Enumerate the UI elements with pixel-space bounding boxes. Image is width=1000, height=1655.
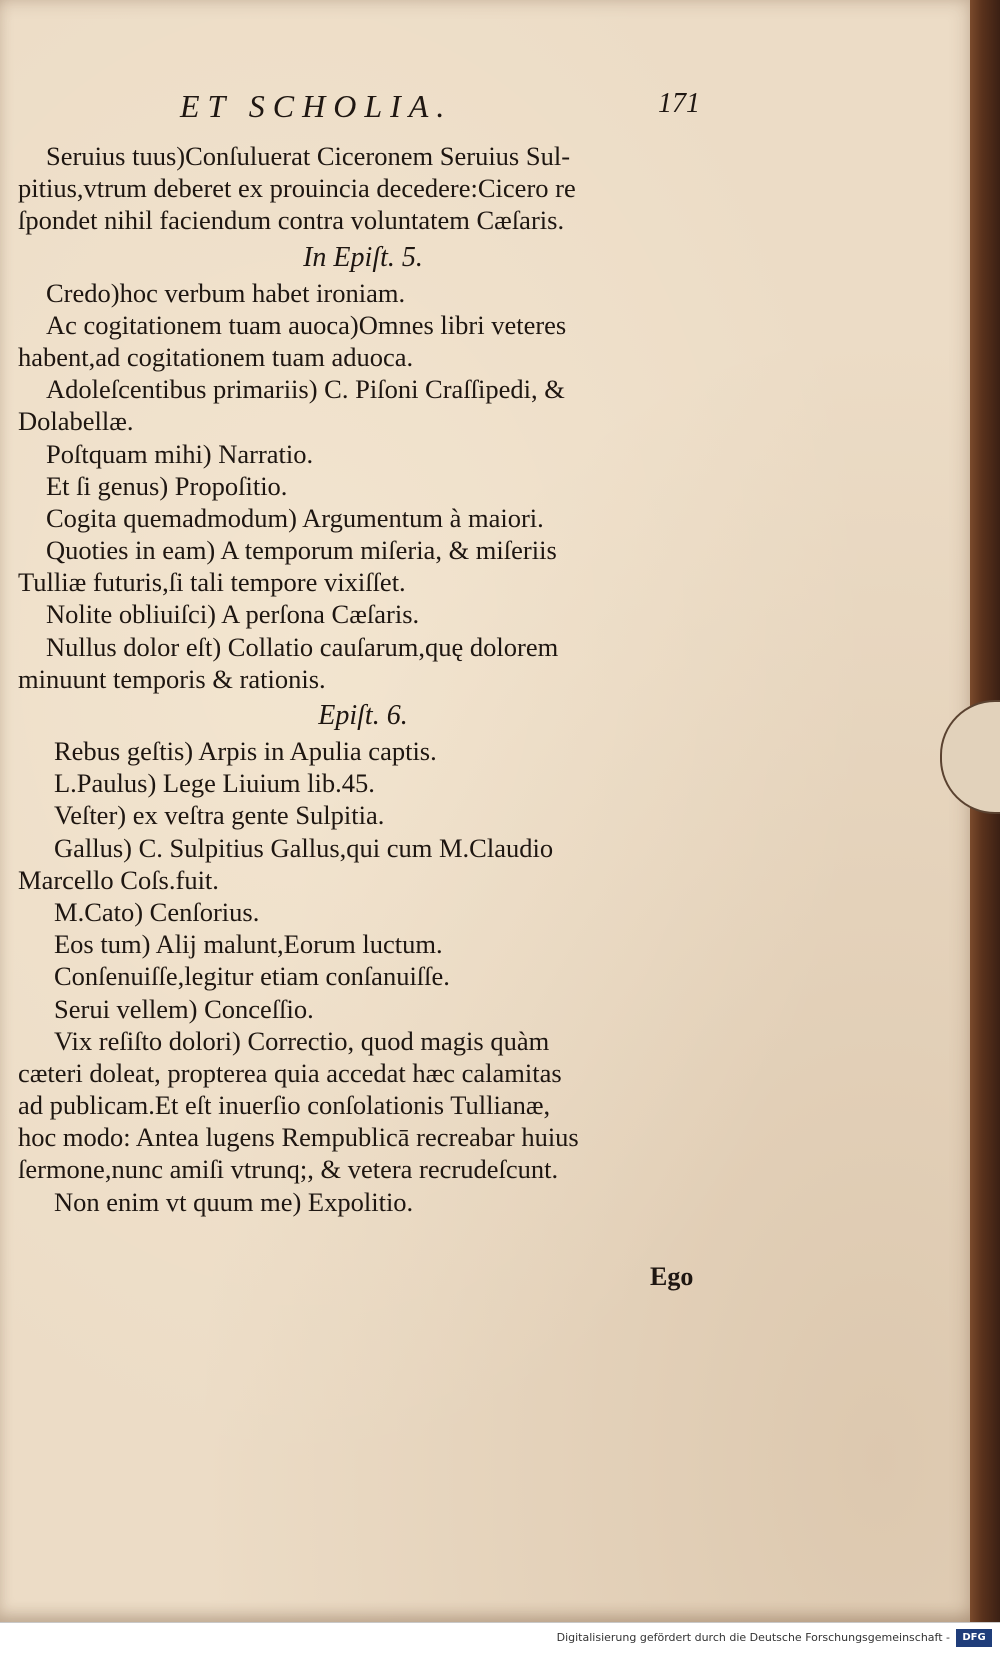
- text-line: Conſenuiſſe,legitur etiam conſanuiſſe.: [54, 961, 450, 992]
- text-line: Poſtquam mihi) Narratio.: [46, 438, 314, 469]
- section-heading: In Epiſt. 5.: [303, 241, 423, 273]
- text-line: Cogita quemadmodum) Argumentum à maiori.: [46, 502, 544, 533]
- text-line: Gallus) C. Sulpitius Gallus,qui cum M.Claudio: [54, 832, 554, 863]
- funding-credit: Digitalisierung gefördert durch die Deutsche Forschungsgemeinschaft -: [556, 1631, 950, 1644]
- text-line: Nullus dolor eſt) Collatio cauſarum,quę dolorem: [46, 631, 559, 662]
- text-line: ſpondet nihil faciendum contra voluntatem Cæſaris.: [18, 205, 565, 236]
- text-line: Nolite obliuiſci) A perſona Cæſaris.: [46, 599, 420, 630]
- section-heading: Epiſt. 6.: [318, 700, 408, 731]
- catchword: Ego: [650, 1262, 694, 1291]
- text-line: Adoleſcentibus primariis) C. Piſoni Craſſipedi, &: [46, 374, 565, 405]
- text-line: Tulliæ futuris,ſi tali tempore vixiſſet.: [18, 567, 406, 598]
- text-line: Et ſi genus) Propoſitio.: [46, 470, 288, 501]
- running-head: ET SCHOLIA.: [180, 88, 453, 124]
- page-header: [40, 88, 700, 128]
- digitization-footer: [0, 1622, 1000, 1655]
- text-line: habent,ad cogitationem tuam aduoca.: [18, 341, 414, 372]
- text-line: Marcello Coſs.fuit.: [18, 864, 219, 895]
- text-line: ad publicam.Et eſt inuerſio conſolationis Tullianæ,: [18, 1090, 551, 1121]
- text-line: cæteri doleat, propterea quia accedat hæc calamitas: [18, 1057, 562, 1088]
- text-line: Rebus geſtis) Arpis in Apulia captis.: [54, 736, 437, 766]
- dfg-logo: DFG: [956, 1629, 992, 1647]
- text-line: Dolabellæ.: [18, 406, 134, 437]
- page-text: [18, 140, 708, 1218]
- text-line: Eos tum) Alij malunt,Eorum luctum.: [54, 929, 443, 960]
- text-line: Credo)hoc verbum habet ironiam.: [46, 277, 406, 308]
- text-line: Serui vellem) Conceſſio.: [54, 993, 314, 1024]
- text-line: Non enim vt quum me) Expolitio.: [54, 1186, 414, 1217]
- text-line: Veſter) ex veſtra gente Sulpitia.: [54, 800, 385, 831]
- text-line: hoc modo: Antea lugens Rempublicā recreabar huius: [18, 1122, 579, 1153]
- text-line: L.Paulus) Lege Liuium lib.45.: [54, 768, 375, 799]
- text-line: Quoties in eam) A temporum miſeria, & miſeriis: [46, 535, 557, 566]
- text-line: Ac cogitationem tuam auoca)Omnes libri veteres: [46, 309, 567, 340]
- text-line: Vix reſiſto dolori) Correctio, quod magis quàm: [54, 1025, 550, 1056]
- text-line: M.Cato) Cenſorius.: [54, 896, 260, 927]
- text-line: Seruius tuus)Conſuluerat Ciceronem Seruius Sul-: [46, 141, 571, 171]
- text-line: pitius,vtrum deberet ex prouincia decedere:Cicero re: [18, 173, 576, 204]
- page-number: 171: [658, 88, 700, 119]
- text-line: minuunt temporis & rationis.: [18, 663, 326, 694]
- text-line: ſermone,nunc amiſi vtrunq;, & vetera recrudeſcunt.: [18, 1154, 559, 1185]
